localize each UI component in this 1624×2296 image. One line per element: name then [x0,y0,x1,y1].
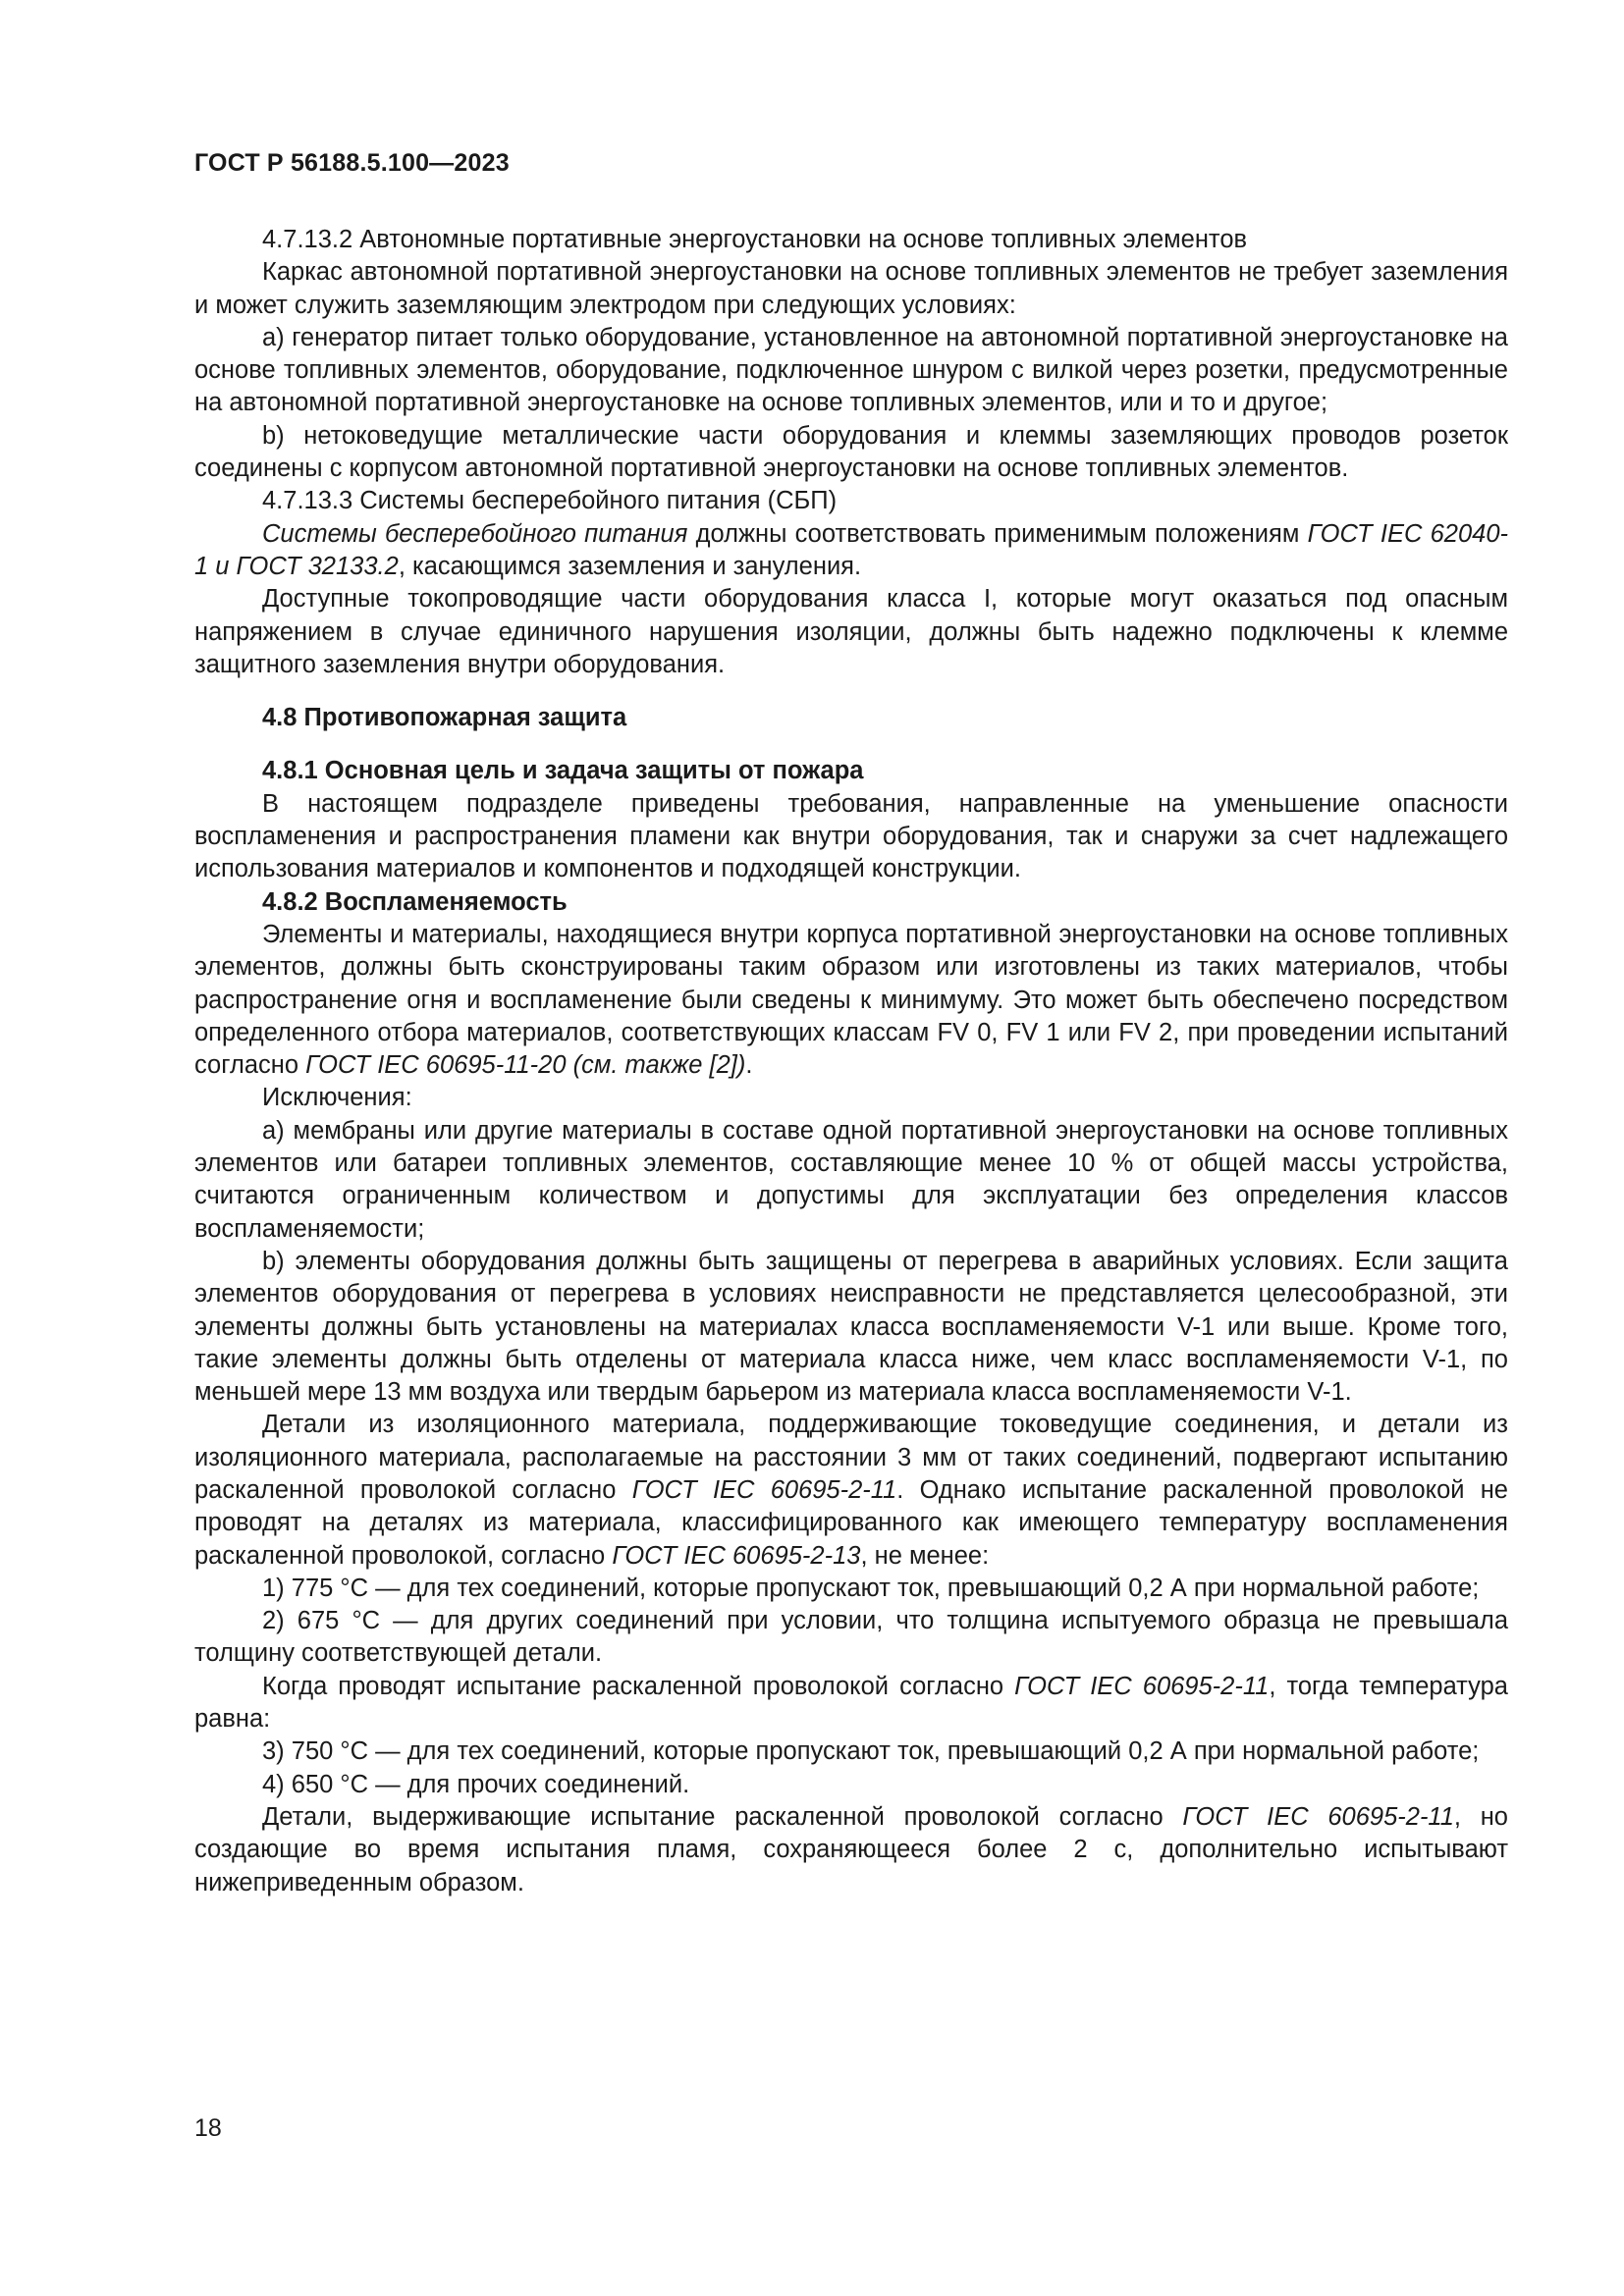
paragraph: В настоящем подразделе приведены требования, направленные на уменьшение опасности воспламенения и распространения пламени как внутри оборудования, так и снаружи за счет надлежащего использования материалов и компонентов и подходящей конструкции. [194,789,1508,883]
text-run: Детали, выдерживающие испытание раскаленной проволокой согласно [262,1802,1183,1831]
standard-reference: ГОСТ IEC 60695-2-13 [612,1541,861,1570]
paragraph: Каркас автономной портативной энергоустановки на основе топливных элементов не требует заземления и может служить заземляющим электродом при следующих условиях: [194,258,1508,319]
text-run: Когда проводят испытание раскаленной проволокой согласно [262,1672,1015,1700]
subsection-heading-4-8-2: 4.8.2 Воспламеняемость [262,887,568,916]
list-item: b) элементы оборудования должны быть защищены от перегрева в аварийных условиях. Если защита элементов оборудования от перегрева в условиях неисправности не представляется целесообразной, эти элементы должны быть установлены на материалах класса воспламеняемости V-1 или выше. Кроме того, такие элементы должны быть отделены от материала класса ниже, чем класс воспламеняемости V-1, по меньшей мере 13 мм воздуха или твердым барьером из материала класса воспламеняемости V-1. [194,1247,1508,1407]
clause-4-7-13-3-title: 4.7.13.3 Системы бесперебойного питания (СБП) [262,487,838,515]
text-run: . Однако испытание раскаленной проволокой не проводят на деталях из материала, классифицированного как имеющего температуру воспламенения раскаленной проволокой, согласно [194,1475,1508,1570]
list-item: 1) 775 °C — для тех соединений, которые пропускают ток, превышающий 0,2 А при нормальной работе; [262,1574,1480,1602]
list-item: b) нетоковедущие металлические части оборудования и клеммы заземляющих проводов розеток соединены с корпусом автономной портативной энергоустановки на основе топливных элементов. [194,421,1508,483]
paragraph: Доступные токопроводящие части оборудования класса I, которые могут оказаться под опасным напряжением в случае единичного нарушения изоляции, должны быть надежно подключены к клемме защитного заземления внутри оборудования. [194,585,1508,678]
page-number: 18 [194,2114,222,2142]
list-item: 4) 650 °C — для прочих соединений. [262,1770,690,1798]
text-run: . [745,1051,753,1080]
list-item: 2) 675 °C — для других соединений при условии, что толщина испытуемого образца не превышала толщину соответствующей детали. [194,1607,1508,1668]
document-body [194,224,1508,1899]
standard-reference: ГОСТ IEC 60695-2-11 [1014,1672,1270,1700]
text-run: должны соответствовать применимым положениям [687,519,1308,548]
document-header: ГОСТ Р 56188.5.100—2023 [194,149,510,177]
paragraph [194,518,1508,584]
text-run: , тогда температура равна: [194,1672,1508,1734]
paragraph [194,1671,1508,1736]
standard-reference: ГОСТ IEC 62040-1 и ГОСТ 32133.2 [194,519,1508,580]
text-run: , но создающие во время испытания пламя, сохраняющееся более 2 с, дополнительно испытывают нижеприведенным образом. [194,1802,1508,1896]
list-item: a) мембраны или другие материалы в составе одной портативной энергоустановки на основе топливных элементов или батареи топливных элементов, составляющие менее 10 % от общей массы устройства, считаются ограниченным количеством и допустимы для эксплуатации без определения классов воспламеняемости; [194,1116,1508,1243]
list-item: a) генератор питает только оборудование, установленное на автономной портативной энергоустановке на основе топливных элементов, оборудование, подключенное шнуром с вилкой через розетки, предусмотренные на автономной портативной энергоустановке на основе топливных элементов, или и то и другое; [194,323,1508,417]
italic-term: Системы бесперебойного питания [262,519,688,548]
list-item: 3) 750 °C — для тех соединений, которые пропускают ток, превышающий 0,2 А при нормальной работе; [262,1737,1480,1766]
standard-reference: ГОСТ IEC 60695-11-20 (см. также [2]) [305,1051,746,1080]
text-run: Детали из изоляционного материала, поддерживающие токоведущие соединения, и детали из изоляционного материала, располагаемые на расстоянии 3 мм от таких соединений, подвергают испытанию раскаленной проволокой согласно [194,1411,1508,1504]
text-run: , касающимся заземления и зануления. [398,552,862,580]
standard-reference: ГОСТ IEC 60695-2-11 [1182,1802,1454,1831]
paragraph [194,1801,1508,1899]
subsection-heading-4-8-1: 4.8.1 Основная цель и задача защиты от пожара [262,757,864,785]
clause-4-7-13-2-title: 4.7.13.2 Автономные портативные энергоустановки на основе топливных элементов [262,226,1248,253]
text-run: , не менее: [860,1541,990,1570]
paragraph [194,919,1508,1082]
section-heading-4-8: 4.8 Противопожарная защита [262,704,627,732]
paragraph: Исключения: [262,1084,412,1112]
text-run: Элементы и материалы, находящиеся внутри корпуса портативной энергоустановки на основе топливных элементов, должны быть сконструированы таким образом или изготовлены из таких материалов, чтобы распространение огня и воспламенение были сведены к минимуму. Это может быть обеспечено посредством определенного отбора материалов, соответствующих классам FV 0, FV 1 или FV 2, при проведении испытаний согласно [194,920,1508,1080]
standard-reference: ГОСТ IEC 60695-2-11 [631,1475,897,1504]
paragraph [194,1409,1508,1572]
